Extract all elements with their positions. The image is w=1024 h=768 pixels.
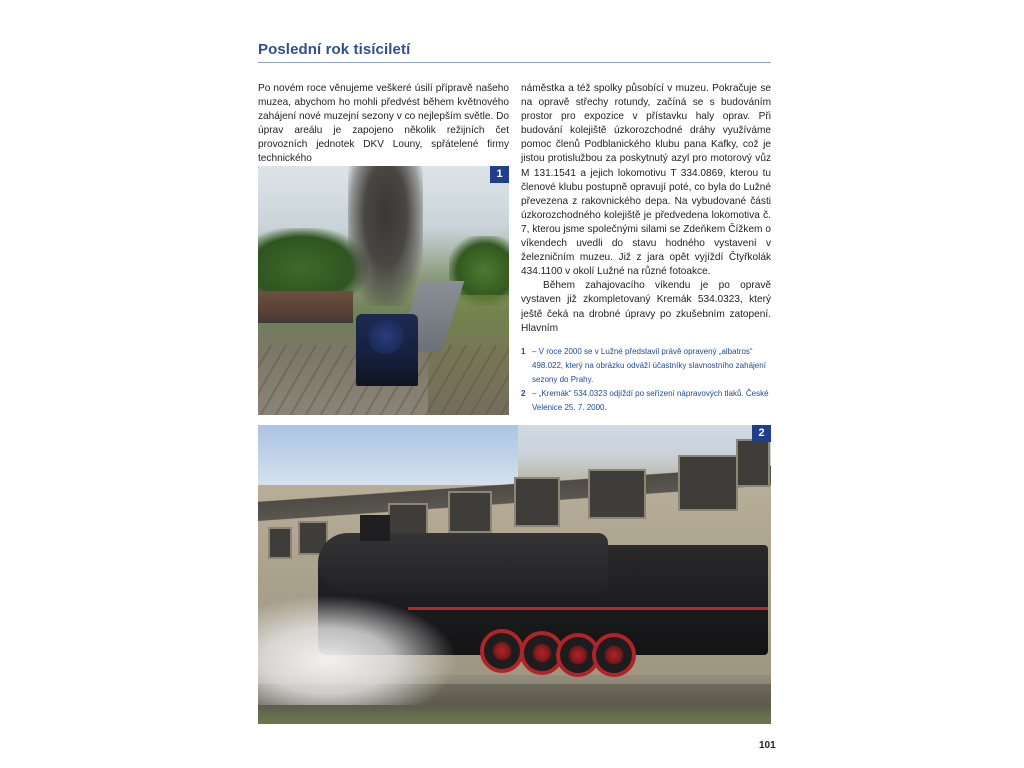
photo2-red-stripe [408, 607, 768, 610]
title-rule [258, 62, 771, 63]
photo2-chimney [360, 515, 390, 541]
right-column-paragraph-1: náměstka a též spolky působící v muzeu. Pokračuje se na opravě střechy rotundy, začíná se s budováním prostor pro expozice v přístavku haly oprav. Při budování kolejiště úzkorozchodné dráhy využíváme pomoc členů Podblanického klubu pana Kafky, což je jistou protislužbou za poskytnutý azyl pro motorový vůz M 131.1541 a jejich lokomotivu T 334.0869, kterou tu členové klubu postupně opravují poté, co byla do Lužné převezena z rakovnického depa. Na vybudované části úzkorozchodného kolejiště je předvedena lokomotiva č. 7, kterou jsme společnými silami se Zdeňkem Čížkem o víkendech uvedli do stavu hodného vystavení v železničním muzeu. Již z jara opět vyjíždí Čtyřkolák 434.1100 v okolí Lužné na různé fotoakce. [521, 83, 771, 278]
photo2-driving-wheel [480, 629, 524, 673]
page-number: 101 [759, 740, 776, 751]
photo2-window [448, 491, 492, 533]
photo2-steam [258, 595, 458, 705]
photo2-window [268, 527, 292, 559]
caption-1-number: 1 [521, 347, 526, 356]
left-column [258, 82, 509, 167]
caption-2 [521, 387, 771, 415]
photo2-driving-wheel [592, 633, 636, 677]
photo1-locomotive-smokebox [368, 318, 404, 354]
photo-kremak-locomotive [258, 425, 771, 724]
photo2-window [736, 439, 770, 487]
photo-albatros-departure [258, 166, 509, 415]
right-column [521, 82, 771, 336]
figure-badge-2: 2 [752, 425, 771, 442]
photo1-wagons [258, 291, 353, 323]
caption-1 [521, 345, 771, 387]
photo2-locomotive-boiler [318, 533, 608, 593]
photo1-smoke [348, 166, 423, 306]
photo2-window [514, 477, 560, 527]
page-title: Poslední rok tisíciletí [258, 41, 411, 58]
right-column-paragraph-2: Během zahajovacího víkendu je po opravě vystaven již zkompletovaný Kremák 534.0323, který ještě čeká na drobné úpravy po zkušebním zatopení. Hlavním [521, 280, 771, 334]
captions [521, 345, 771, 415]
photo2-window [678, 455, 738, 511]
photo2-window [588, 469, 646, 519]
caption-2-text: – „Kremák“ 534.0323 odjíždí po seřízení nápravových tlaků. České Velenice 25. 7. 2000. [532, 389, 769, 412]
caption-1-text: – V roce 2000 se v Lužné představil právě opravený „albatros“ 498.022, který na obrázku odváží účastníky slavnostního zahájení sezony do Prahy. [532, 347, 766, 384]
caption-2-number: 2 [521, 389, 526, 398]
figure-badge-1: 1 [490, 166, 509, 183]
left-column-paragraph: Po novém roce věnujeme veškeré úsilí přípravě našeho muzea, abychom ho mohli předvést během květnového zahájení nové muzejní sezony v co nejlepším světle. Do úprav areálu je zapojeno několik režijních čet provozních jednotek DKV Louny, spřátelené firmy technického [258, 83, 509, 165]
